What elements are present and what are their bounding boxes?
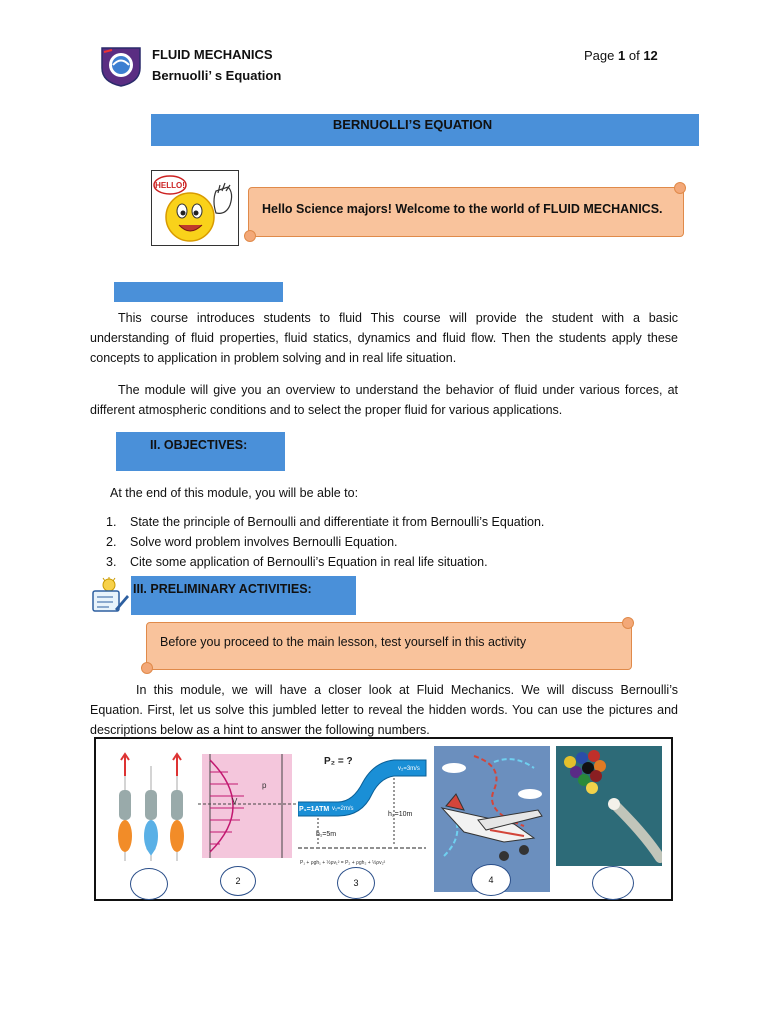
scroll-curl-top <box>622 617 634 629</box>
page-number: Page 1 of 12 <box>584 48 658 63</box>
scroll-curl-bottom <box>244 230 256 242</box>
list-item: 2. Solve word problem involves Bernoulli Equation. <box>106 535 398 549</box>
pipe-v2-label: v₂=3m/s <box>398 766 420 772</box>
intro-paragraph-2: The module will give you an overview to understand the behavior of fluid under various forces, at different atmospheric conditions and to select the proper fluid for various applications. <box>90 383 678 417</box>
main-title: BERNUOLLI’S EQUATION <box>332 117 493 132</box>
objectives-lead: At the end of this module, you will be able to: <box>110 486 359 500</box>
intro-paragraph-1: This course introduces students to fluid This course will provide the student with a basic understanding of fluid properties, fluid statics, dynamics and fluid flow. Then the students apply these concepts to application in problem solving and in real life situation. <box>90 311 678 365</box>
list-item: 1. State the principle of Bernoulli and differentiate it from Bernoulli’s Equation. <box>106 515 545 529</box>
pipe-h2-label: h₂=10m <box>388 811 413 818</box>
pipe-equation: P₁ + ρgh₁ + ½ρv₁² = P₂ + ρgh₂ + ½ρv₂² <box>300 860 386 866</box>
billiards-picture <box>556 746 662 866</box>
objectives-list <box>106 515 544 575</box>
scroll-curl-bottom <box>141 662 153 674</box>
answer-circle-5 <box>592 866 634 900</box>
answer-circle-1 <box>130 868 168 900</box>
list-item: 3. Cite some application of Bernoulli’s Equation in real life situation. <box>106 555 488 569</box>
bernoulli-diagram-picture <box>298 748 428 878</box>
preliminary-paragraph: In this module, we will have a closer look at Fluid Mechanics. We will discuss Bernoulli’s Equation. First, let us solve this jumbled letter to reveal the hidden words. You can use the pictures and descriptions below as a hint to answer the following numbers. <box>90 683 678 737</box>
answer-circle-2: 2 <box>220 866 256 896</box>
flow-velocity-label: V <box>232 797 238 806</box>
flow-label: p <box>262 781 267 790</box>
hello-badge-text: HELLO! <box>155 181 185 190</box>
hello-emoji-picture <box>151 170 239 246</box>
preliminary-banner-text: Before you proceed to the main lesson, test yourself in this activity <box>160 635 527 649</box>
pipe-h1-label: h₁=5m <box>316 831 337 838</box>
pipe-flow-picture <box>196 750 298 862</box>
pipe-p1-label: P₁=1ATM <box>299 806 330 813</box>
course-subtitle: Bernuolli’ s Equation <box>152 68 282 83</box>
logo <box>98 44 144 88</box>
notepad-icon <box>89 577 131 613</box>
preliminary-heading: III. PRELIMINARY ACTIVITIES: <box>133 582 312 596</box>
course-title: FLUID MECHANICS <box>152 47 273 62</box>
rocket-picture <box>111 746 193 876</box>
answer-circle-4: 4 <box>471 864 511 896</box>
objectives-heading: II. OBJECTIVES: <box>150 438 248 452</box>
answer-circle-3: 3 <box>337 867 375 899</box>
scroll-curl-top <box>674 182 686 194</box>
welcome-text: Hello Science majors! Welcome to the world of FLUID MECHANICS. <box>262 202 663 216</box>
pipe-p2-label: P₂ = ? <box>324 756 353 767</box>
section-intro-bar <box>114 282 283 302</box>
pipe-v1-label: v₁=2m/s <box>332 806 354 812</box>
